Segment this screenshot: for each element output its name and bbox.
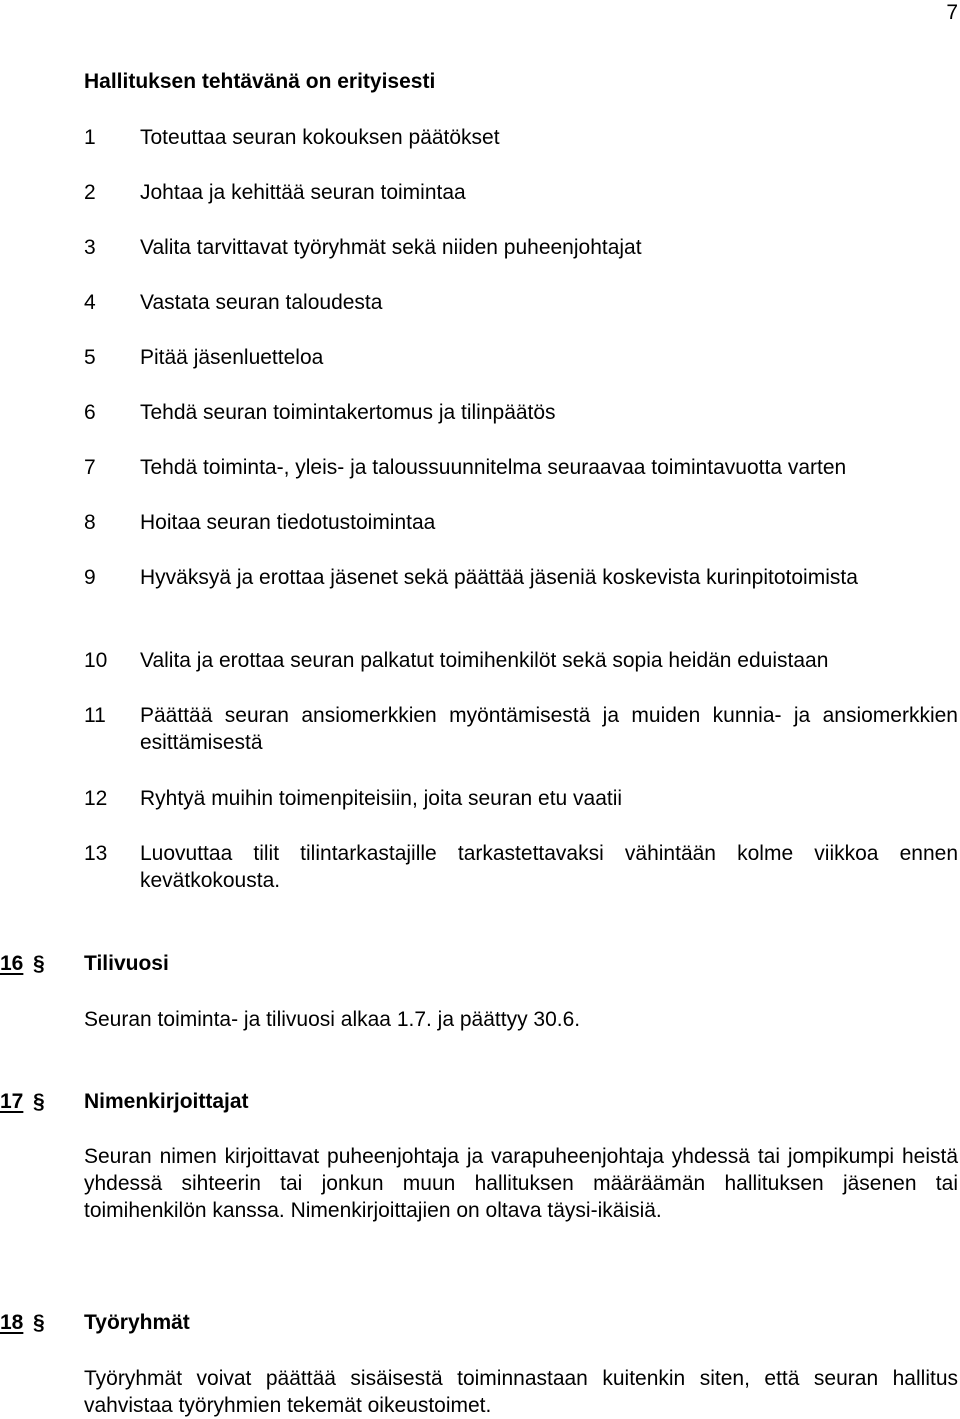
duty-item-5 (84, 344, 958, 371)
duties-heading: Hallituksen tehtävänä on erityisesti (84, 70, 436, 93)
duty-text: Luovuttaa tilit tilintarkastajille tarkastettavaksi vähintään kolme viikkoa ennen kevätkokousta. (140, 842, 958, 892)
duty-text: Tehdä toiminta-, yleis- ja taloussuunnitelma seuraavaa toimintavuotta varten (140, 456, 847, 479)
section-title: Työryhmät (84, 1311, 190, 1334)
duty-text: Päättää seuran ansiomerkkien myöntämisestä ja muiden kunnia- ja ansiomerkkien esittämisestä (140, 704, 958, 754)
duty-item-13 (84, 840, 958, 894)
duty-item-11 (84, 702, 958, 756)
paragraph-sign: § (33, 1090, 45, 1113)
duty-item-7 (84, 454, 958, 481)
duty-item-10 (84, 647, 958, 674)
duty-number: 10 (84, 649, 108, 672)
duty-text: Hyväksyä ja erottaa jäsenet sekä päättää jäseniä koskevista kurinpitotoimista (140, 566, 858, 589)
section-17-body: Seuran nimen kirjoittavat puheenjohtaja ja varapuheenjohtaja yhdessä tai jompikumpi heistä yhdessä sihteerin tai jonkun muun hallituksen määräämän hallituksen jäsenen tai toimihenkilön kanssa. Nimenkirjoittajien on oltava täysi-ikäisiä. (84, 1145, 958, 1222)
duty-text: Valita tarvittavat työryhmät sekä niiden puheenjohtajat (140, 236, 642, 259)
duty-number: 6 (84, 401, 96, 424)
duty-item-9 (84, 564, 958, 591)
section-number: 16 (0, 952, 24, 975)
duty-number: 12 (84, 787, 108, 810)
section-title: Nimenkirjoittajat (84, 1090, 249, 1113)
duty-text: Pitää jäsenluetteloa (140, 346, 324, 369)
duty-number: 4 (84, 291, 96, 314)
paragraph-sign: § (33, 952, 45, 975)
duty-text: Johtaa ja kehittää seuran toimintaa (140, 181, 466, 204)
duty-text: Valita ja erottaa seuran palkatut toimihenkilöt sekä sopia heidän eduistaan (140, 649, 829, 672)
duty-item-1 (84, 124, 958, 151)
section-18-body: Työryhmät voivat päättää sisäisestä toiminnastaan kuitenkin siten, että seuran hallitus vahvistaa työryhmien tekemät oikeustoimet. (84, 1367, 958, 1417)
duty-item-12 (84, 785, 958, 812)
duty-number: 8 (84, 511, 96, 534)
duty-number: 13 (84, 842, 108, 865)
duty-number: 9 (84, 566, 96, 589)
duty-number: 2 (84, 181, 96, 204)
duty-text: Tehdä seuran toimintakertomus ja tilinpäätös (140, 401, 556, 424)
duty-item-6 (84, 399, 958, 426)
duty-number: 7 (84, 456, 96, 479)
duty-item-3 (84, 234, 958, 261)
duty-number: 5 (84, 346, 96, 369)
duty-number: 11 (84, 704, 106, 727)
duty-item-8 (84, 509, 958, 536)
duty-text: Vastata seuran taloudesta (140, 291, 383, 314)
duty-item-2 (84, 179, 958, 206)
paragraph-sign: § (33, 1311, 45, 1334)
duty-text: Ryhtyä muihin toimenpiteisiin, joita seuran etu vaatii (140, 787, 623, 810)
duty-item-4 (84, 289, 958, 316)
section-16-body: Seuran toiminta- ja tilivuosi alkaa 1.7. ja päättyy 30.6. (84, 1008, 581, 1031)
section-number: 18 (0, 1311, 24, 1334)
duty-text: Toteuttaa seuran kokouksen päätökset (140, 126, 500, 149)
section-number: 17 (0, 1090, 24, 1113)
duty-text: Hoitaa seuran tiedotustoimintaa (140, 511, 436, 534)
section-title: Tilivuosi (84, 952, 169, 975)
duty-number: 3 (84, 236, 96, 259)
page-number: 7 (946, 1, 958, 24)
duty-number: 1 (84, 126, 96, 149)
